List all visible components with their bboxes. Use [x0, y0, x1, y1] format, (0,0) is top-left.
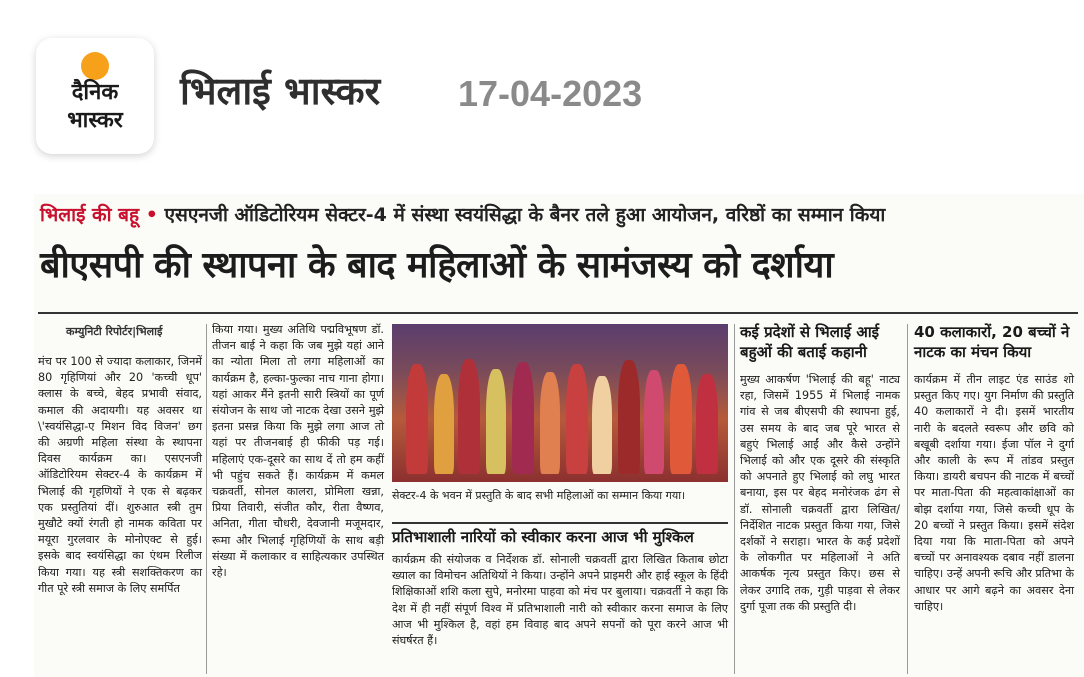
- logo-text-line2: भास्कर: [67, 108, 123, 133]
- edition-date: 17-04-2023: [458, 73, 643, 114]
- kicker-label: भिलाई की बहू •: [40, 204, 158, 226]
- article-kicker: [40, 204, 885, 227]
- article-column-5: कार्यक्रम में तीन लाइट एंड साउंड शो प्रस्तुत किए गए। युग निर्माण की प्रस्तुति 40 कलाकारों ने दी। इसमें भारतीय नारी के बदलते स्वरूप और छवि को बखूबी दर्शाया गया। ईजा पॉल ने दुर्गा और काली के रूप में तांडव प्रस्तुत किया। डायरी बचपन की नाटक में बच्चों पर माता-पिता की महत्वाकांक्षाओं का बोझ दर्शाया गया, जिसे कच्ची धूप के 20 बच्चों ने प्रस्तुत किया। इसमें संदेश दिया गया कि माता-पिता को अपने बच्चों पर अनावश्यक दबाव नहीं डालना चाहिए। उन्हें अपनी रूचि और प्रतिभा के आधार पर आगे बढ़ने का अवसर देना चाहिए।: [914, 373, 1074, 613]
- edition-title: भिलाई भास्कर: [180, 69, 381, 113]
- logo-text-line1: दैनिक: [71, 80, 119, 105]
- headline-divider: [38, 312, 1078, 314]
- article-column-1: मंच पर 100 से ज्यादा कलाकार, जिनमें 80 गृहिणियां और 20 'कच्ची धूप' क्लास के बच्चे, बेहद प्रभावी संवाद, कमाल की अदायगी। यह अवसर था \'स्वयंसिद्धा-ए मिशन विद विजन' छग की अग्रणी महिला संस्था के स्थापना दिवस कार्यक्रम का। एसएनजी ऑडिटोरियम सेक्टर-4 के कार्यक्रम में भिलाई की गृहणियों ने एक से बढ़कर एक प्रस्तुतियां दीं। शुरुआत स्त्री तुम मुखौटे क्यों रंगती हो नामक कविता पर मयूरा गुरलवार के मोनोएक्ट से हुई। इसके बाद स्वयंसिद्धा का एंथम रिलीज किया गया। यह स्त्री सशक्तिकरण का गीत पूरे स्त्री समाज के लिए समर्पित: [38, 355, 202, 595]
- article-byline: कम्युनिटी रिपोर्टर|भिलाई: [66, 325, 163, 338]
- article-column-4: मुख्य आकर्षण 'भिलाई की बहू' नाट्य रहा, जिसमें 1955 में भिलाई नामक गांव से जब बीएसपी की स्थापना हुई, उस समय के बाद जब पूरे भारत से बहुएं भिलाई आईं और कैसे उन्होंने भिलाई को और एक दूसरे की संस्कृति को अपनाते हुए भिलाई को लघु भारत बनाया, इस पर बेहद मनोरंजक ढंग से डॉ. सोनाली चक्रवर्ती द्वारा लिखित/निर्देशित नाटक प्रस्तुत किया गया, जिसे दर्शकों ने सराहा। भारत के कई प्रदेशों के लोकगीत पर महिलाओं ने अति आकर्षक नृत्य प्रस्तुत किए। छस से लेकर उगादि तक, गुड़ी पाड़वा से लेकर दुर्गा पूजा तक की प्रस्तुति दी।: [740, 373, 900, 613]
- dainik-bhaskar-logo[interactable]: [36, 38, 154, 154]
- subheading-2: प्रतिभाशाली नारियों को स्वीकार करना आज भी मुश्किल: [392, 522, 728, 547]
- column-divider: [907, 324, 908, 674]
- article-headline: बीएसपी की स्थापना के बाद महिलाओं के सामंजस्य को दर्शाया: [40, 245, 834, 286]
- subheading-5: 40 कलाकारों, 20 बच्चों ने नाटक का मंचन किया: [914, 323, 1070, 361]
- subheading-4: कई प्रदेशों से भिलाई आई बहुओं की बताई कहानी: [740, 323, 880, 361]
- photo-caption: सेक्टर-4 के भवन में प्रस्तुति के बाद सभी महिलाओं का सम्मान किया गया।: [392, 489, 686, 502]
- column-divider: [734, 324, 735, 674]
- sun-icon: [81, 52, 109, 80]
- column-divider: [206, 324, 207, 674]
- newspaper-clipping: [34, 194, 1084, 677]
- article-column-3: कार्यक्रम की संयोजक व निर्देशक डॉ. सोनाली चक्रवर्ती द्वारा लिखित किताब छोटा ख्याल का विमोचन अतिथियों ने किया। उन्होंने अपने प्राइमरी और हाई स्कूल के हिंदी शिक्षिकाओं शशि कला सुपे, मनोरमा पाहवा को मंच पर बुलाया। चक्रवर्ती ने कहा कि देश में ही नहीं संपूर्ण विश्व में प्रतिभाशाली नारी को स्वीकार करना समाज के लिए आज भी मुश्किल है, वहां हम विवाह बाद अपने सपनों को पूरा करने आज भी संघर्षरत हैं।: [392, 553, 728, 648]
- group-photo: [392, 324, 728, 482]
- page-header: [0, 0, 1084, 190]
- kicker-text: एसएनजी ऑडिटोरियम सेक्टर-4 में संस्था स्वयंसिद्धा के बैनर तले हुआ आयोजन, वरिष्ठों का सम्मान किया: [164, 204, 886, 226]
- article-column-2: किया गया। मुख्य अतिथि पद्मविभूषण डॉ. तीजन बाई ने कहा कि जब मुझे यहां आने का न्योता मिला तो लगा महिलाओं का कार्यक्रम है, हल्का-फुल्का नाच गाना होगा। यहां आकर मैंने इतनी सारी स्त्रियों का पूर्ण संयोजन के साथ जो नाटक देखा उसने मुझे इतना प्रसन्न किया कि मुझे लगा आज तो यहां पर तीजनबाई ही फीकी पड़ गई। महिलाएं एक-दूसरे का साथ दें तो हम कहीं भी पहुंच सकते हैं। कार्यक्रम में कमल चक्रवर्ती, सोनल कालरा, प्रोमिला खन्ना, प्रिया तिवारी, संजीत कौर, रीता वैष्णव, अनिता, गीता चौधरी, देवजानी मजूमदार, रूमा और भिलाई गृहिणियों के साथ बड़ी संख्या में कलाकार व साहित्यकार उपस्थित रहे।: [212, 323, 384, 580]
